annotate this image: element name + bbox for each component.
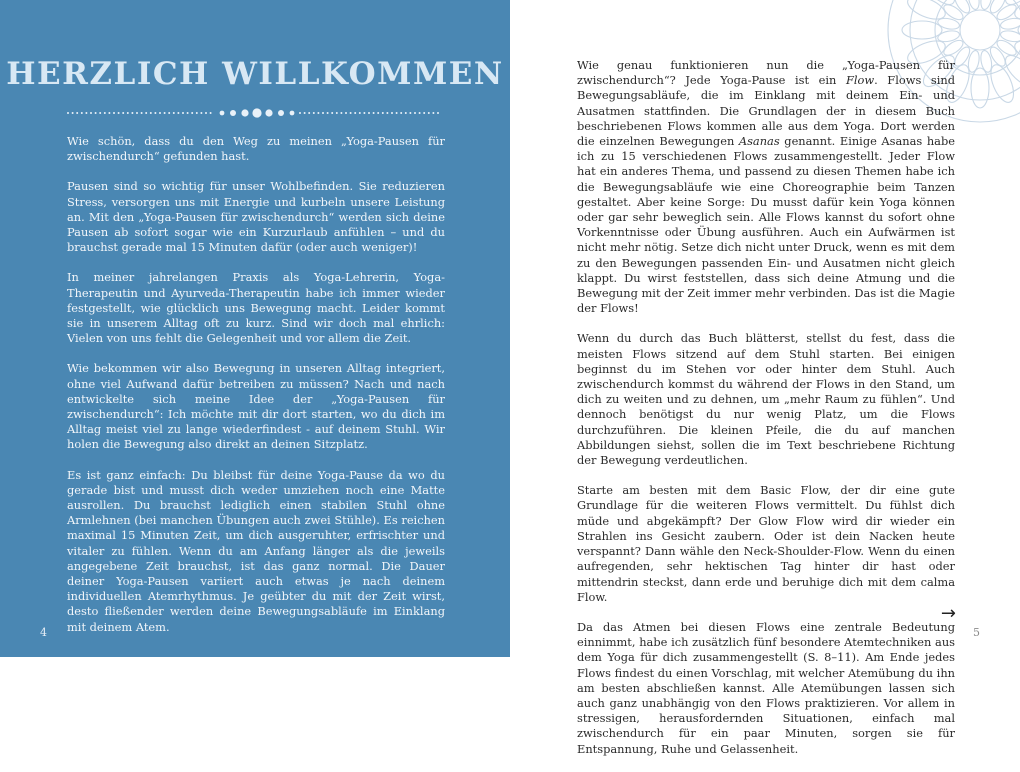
text-run: . Flows sind Bewegungsabläufe, die im Einklang mit deinem Ein- und Ausatmen stattfinden. Die Grundlagen der in diesem Buch beschriebenen Flows kommen alle aus dem Yoga. Dort werden die einzelnen Bewegungen [577,73,955,149]
text-run: Wie genau funktionieren nun die „Yoga-Pausen für zwischendurch“? Jede Yoga-Pause ist ein [577,58,955,88]
page-number: 5 [973,626,980,639]
paragraph: Wie bekommen wir also Bewegung in unseren Alltag integriert, ohne viel Aufwand dafür betreiben zu müssen? Nach und nach entwickelte sich meine Idee der „Yoga-Pausen für zwischendurch“: Ich möchte mit dir dort starten, wo du dich im Alltag meist viel zu lange wiederfindest - auf deinem Stuhl. Wir holen die Bewegung also direkt an deinen Sitzplatz. [67,361,445,452]
body-text-column [577,58,955,772]
left-page [0,0,510,657]
paragraph: Wenn du durch das Buch blätterst, stellst du fest, dass die meisten Flows sitzend auf dem Stuhl starten. Bei einigen beginnst du im Stehen vor oder hinter dem Stuhl. Auch zwischendurch kommst du während der Flows in den Stand, um dich zu weiten und zu dehnen, um „mehr Raum zu fühlen“. Und dennoch benötigst du nur wenig Platz, um die Flows durchzuführen. Die kleinen Pfeile, die du auf manchen Abbildungen siehst, sollen die im Text beschriebene Richtung der Bewegung verdeutlichen. [577,331,955,468]
page-title: HERZLICH WILLKOMMEN [6,56,504,92]
ornament-divider-icon [66,105,444,121]
paragraph: Wie schön, dass du den Weg zu meinen „Yoga-Pausen für zwischendurch“ gefunden hast. [67,134,445,164]
paragraph: Es ist ganz einfach: Du bleibst für deine Yoga-Pause da wo du gerade bist und musst dich weder umziehen noch eine Matte ausrollen. Du brauchst lediglich einen stabilen Stuhl ohne Armlehnen (bei manchen Übungen auch zwei Stühle). Es reichen maximal 15 Minuten Zeit, um dich ausgeruhter, erfrischter und vitaler zu fühlen. Wenn du am Anfang länger als die jeweils angegebene Zeit brauchst, ist das ganz normal. Die Dauer deiner Yoga-Pausen variiert auch etwas je nach deinem individuellen Atemrhythmus. Je geübter du mit der Zeit wirst, desto fließender werden deine Bewegungsabläufe im Einklang mit deinem Atem. [67,467,445,634]
term-flow: Flow [845,73,875,88]
paragraph: Da das Atmen bei diesen Flows eine zentrale Bedeutung einnimmt, habe ich zusätzlich fünf besondere Atemtechniken aus dem Yoga für dich zusammengestellt (S. 8–11). Am Ende jedes Flows findest du einen Vorschlag, mit welcher Atemübung du ihn am besten abschließen kannst. Alle Atemübungen lassen sich auch ganz unabhängig von den Flows praktizieren. Vor allem in stressigen, herausfordernden Situationen, einfach mal zwischendurch für ein paar Minuten, sorgen sie für Entspannung, Ruhe und Gelassenheit. [577,619,955,756]
paragraph: Starte am besten mit dem Basic Flow, der dir eine gute Grundlage für die weiteren Flows vermittelt. Du fühlst dich müde und abgekämpft? Der Glow Flow wird dir wieder ein Strahlen ins Gesicht zaubern. Oder ist dein Nacken heute verspannt? Dann wähle den Neck-Shoulder-Flow. Wenn du einen aufregenden, sehr hektischen Tag hinter dir hast oder mittendrin steckst, dann erde und beruhige dich mit dem calma Flow. [577,483,955,604]
paragraph: Pausen sind so wichtig für unser Wohlbefinden. Sie reduzieren Stress, versorgen uns mit Energie und kurbeln unsere Leistung an. Mit den „Yoga-Pausen für zwischendurch“ werden sich deine Pausen ab sofort sogar wie ein Kurzurlaub anfühlen – und du brauchst gerade mal 15 Minuten dafür (oder auch weniger)! [67,179,445,255]
text-run: genannt. Einige Asanas habe ich zu 15 verschiedenen Flows zusammengestellt. Jeder Flow hat ein anderes Thema, und passend zu diesen Themen habe ich die Bewegungsabläufe wie eine Choreographie beim Tanzen gestaltet. Aber keine Sorge: Du musst dafür kein Yoga können oder gar sehr beweglich sein. Alle Flows kannst du sofort ohne Vorkenntnisse oder Übung ausführen. Auch ein Aufwärmen ist nicht mehr nötig. Setze dich nicht unter Druck, wenn es mit dem zu den Bewegungen passenden Ein- und Ausatmen nicht gleich klappt. Du wirst feststellen, dass sich deine Atmung und die Bewegung mit der Zeit immer mehr verbinden. Das ist die Magie der Flows! [577,134,955,316]
next-page-arrow-icon[interactable]: → [940,603,956,624]
page-number: 4 [40,626,47,639]
right-page [510,0,1020,756]
intro-text-column [67,134,445,650]
paragraph: In meiner jahrelangen Praxis als Yoga-Lehrerin, Yoga-Therapeutin und Ayurveda-Therapeutin habe ich immer wieder festgestellt, wie glücklich uns Bewegung macht. Leider kommt sie in unserem Alltag oft zu kurz. Sind wir doch mal ehrlich: Vielen von uns fehlt die Gelegenheit und vor allem die Zeit. [67,270,445,346]
term-asanas: Asanas [738,134,780,149]
paragraph [577,58,955,316]
